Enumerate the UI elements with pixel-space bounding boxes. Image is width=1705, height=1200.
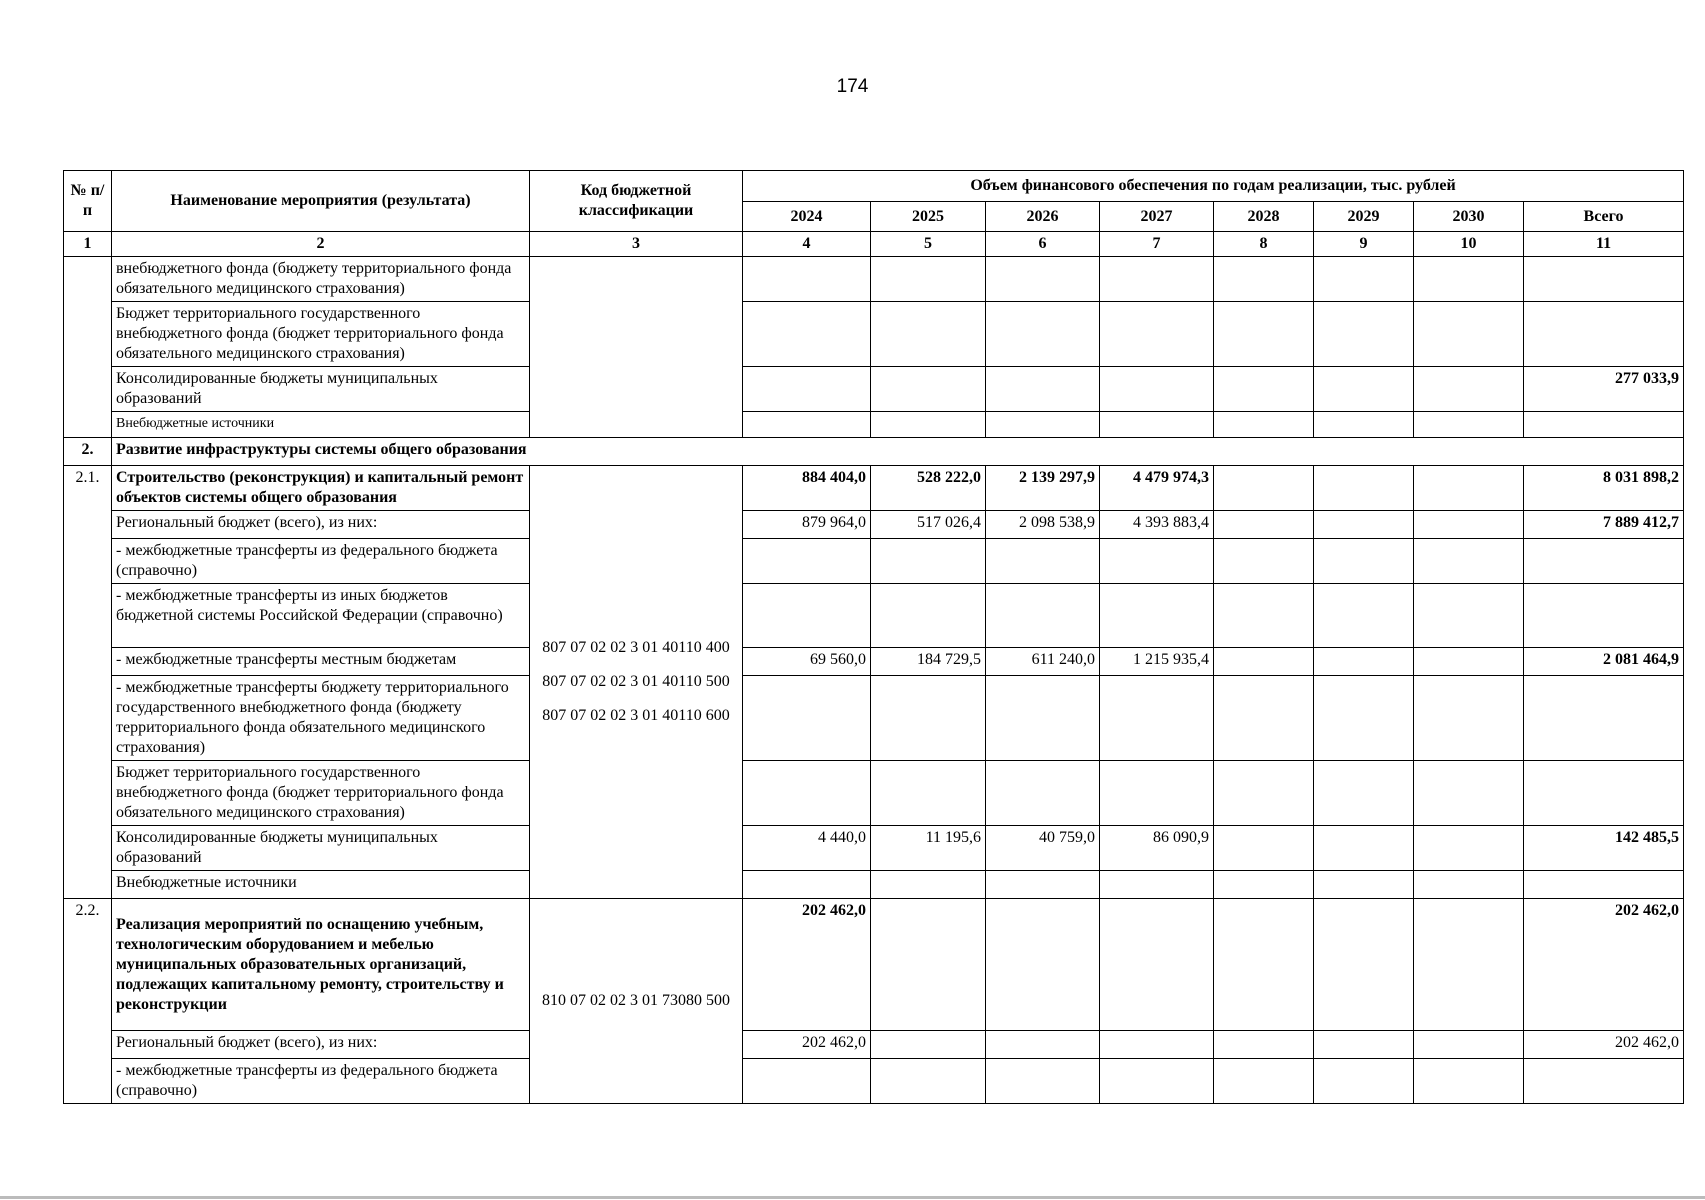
table-row bbox=[64, 1031, 1684, 1059]
value-cell bbox=[986, 761, 1100, 826]
value-cell bbox=[871, 871, 986, 899]
value-cell bbox=[1314, 367, 1414, 412]
table-row bbox=[64, 539, 1684, 584]
value-cell: 884 404,0 bbox=[743, 466, 871, 511]
value-cell bbox=[1214, 584, 1314, 648]
header-year: 2024 bbox=[743, 202, 871, 232]
value-cell bbox=[743, 761, 871, 826]
total-cell bbox=[1524, 584, 1684, 648]
column-index: 8 bbox=[1214, 232, 1314, 257]
table-row bbox=[64, 1059, 1684, 1104]
value-cell bbox=[1100, 584, 1214, 648]
column-index: 6 bbox=[986, 232, 1100, 257]
row-label: - межбюджетные трансферты местным бюджетам bbox=[112, 648, 530, 676]
value-cell bbox=[871, 761, 986, 826]
value-cell bbox=[1214, 761, 1314, 826]
table-row bbox=[64, 761, 1684, 826]
value-cell bbox=[1414, 584, 1524, 648]
value-cell bbox=[1214, 648, 1314, 676]
value-cell: 11 195,6 bbox=[871, 826, 986, 871]
row-label: - межбюджетные трансферты бюджету территориального государственного внебюджетного фонда (бюджету территориального фонда обязательного медицинского страхования) bbox=[112, 676, 530, 761]
value-cell bbox=[1214, 899, 1314, 1031]
value-cell bbox=[1314, 1059, 1414, 1104]
value-cell bbox=[1414, 899, 1524, 1031]
value-cell bbox=[1414, 826, 1524, 871]
table-row bbox=[64, 899, 1684, 1031]
value-cell bbox=[1314, 648, 1414, 676]
value-cell bbox=[871, 367, 986, 412]
header-num: № п/п bbox=[64, 171, 112, 232]
code-cell bbox=[530, 257, 743, 438]
value-cell: 517 026,4 bbox=[871, 511, 986, 539]
value-cell bbox=[986, 899, 1100, 1031]
value-cell bbox=[1100, 302, 1214, 367]
value-cell bbox=[1214, 257, 1314, 302]
value-cell bbox=[1314, 412, 1414, 438]
table-row bbox=[64, 466, 1684, 511]
budget-code-cell bbox=[530, 466, 743, 899]
value-cell bbox=[1100, 1031, 1214, 1059]
scan-edge-line bbox=[0, 1196, 1705, 1199]
total-cell: 2 081 464,9 bbox=[1524, 648, 1684, 676]
value-cell: 40 759,0 bbox=[986, 826, 1100, 871]
column-index-row bbox=[64, 232, 1684, 257]
value-cell bbox=[1100, 761, 1214, 826]
column-index: 3 bbox=[530, 232, 743, 257]
row-label: Консолидированные бюджеты муниципальных образований bbox=[112, 367, 530, 412]
table-row bbox=[64, 826, 1684, 871]
total-cell: 7 889 412,7 bbox=[1524, 511, 1684, 539]
table-row bbox=[64, 584, 1684, 648]
row-label: Реализация мероприятий по оснащению учебным, технологическим оборудованием и мебелью муниципальных образовательных организаций, подлежащих капитальному ремонту, строительству и реконструкции bbox=[112, 899, 530, 1031]
value-cell bbox=[1100, 871, 1214, 899]
value-cell bbox=[1314, 871, 1414, 899]
value-cell bbox=[743, 539, 871, 584]
value-cell bbox=[1214, 539, 1314, 584]
value-cell bbox=[743, 302, 871, 367]
header-year: 2026 bbox=[986, 202, 1100, 232]
table-row bbox=[64, 871, 1684, 899]
table-row bbox=[64, 257, 1684, 302]
table-row bbox=[64, 302, 1684, 367]
column-index: 4 bbox=[743, 232, 871, 257]
value-cell bbox=[1414, 412, 1524, 438]
value-cell bbox=[871, 539, 986, 584]
value-cell bbox=[1414, 1059, 1524, 1104]
budget-code: 807 07 02 02 3 01 40110 400 bbox=[542, 639, 730, 656]
value-cell bbox=[1414, 367, 1524, 412]
total-cell: 8 031 898,2 bbox=[1524, 466, 1684, 511]
num-cell bbox=[64, 257, 112, 438]
table-row bbox=[64, 676, 1684, 761]
value-cell bbox=[1214, 1059, 1314, 1104]
value-cell bbox=[1100, 412, 1214, 438]
value-cell bbox=[743, 676, 871, 761]
value-cell bbox=[1414, 761, 1524, 826]
value-cell: 4 479 974,3 bbox=[1100, 466, 1214, 511]
value-cell bbox=[1314, 302, 1414, 367]
value-cell bbox=[1414, 257, 1524, 302]
value-cell bbox=[743, 367, 871, 412]
row-label: Консолидированные бюджеты муниципальных образований bbox=[112, 826, 530, 871]
value-cell: 611 240,0 bbox=[986, 648, 1100, 676]
total-cell: 142 485,5 bbox=[1524, 826, 1684, 871]
total-cell bbox=[1524, 1059, 1684, 1104]
total-cell bbox=[1524, 302, 1684, 367]
value-cell: 4 440,0 bbox=[743, 826, 871, 871]
column-index: 11 bbox=[1524, 232, 1684, 257]
total-cell: 202 462,0 bbox=[1524, 1031, 1684, 1059]
value-cell bbox=[1414, 1031, 1524, 1059]
value-cell: 202 462,0 bbox=[743, 1031, 871, 1059]
value-cell bbox=[1414, 302, 1524, 367]
total-cell: 202 462,0 bbox=[1524, 899, 1684, 1031]
column-index: 9 bbox=[1314, 232, 1414, 257]
value-cell: 879 964,0 bbox=[743, 511, 871, 539]
value-cell: 2 098 538,9 bbox=[986, 511, 1100, 539]
value-cell bbox=[1314, 539, 1414, 584]
header-total: Всего bbox=[1524, 202, 1684, 232]
header-year: 2029 bbox=[1314, 202, 1414, 232]
row-label: Внебюджетные источники bbox=[112, 412, 530, 438]
value-cell: 528 222,0 bbox=[871, 466, 986, 511]
table-row bbox=[64, 648, 1684, 676]
value-cell bbox=[1214, 676, 1314, 761]
value-cell bbox=[1314, 761, 1414, 826]
value-cell bbox=[871, 1031, 986, 1059]
value-cell bbox=[1100, 539, 1214, 584]
value-cell bbox=[986, 676, 1100, 761]
value-cell bbox=[1100, 367, 1214, 412]
total-cell bbox=[1524, 539, 1684, 584]
value-cell: 69 560,0 bbox=[743, 648, 871, 676]
total-cell bbox=[1524, 412, 1684, 438]
value-cell bbox=[1314, 257, 1414, 302]
row-label: Бюджет территориального государственного внебюджетного фонда (бюджет территориального фонда обязательного медицинского страхования) bbox=[112, 761, 530, 826]
budget-code: 810 07 02 02 3 01 73080 500 bbox=[542, 992, 730, 1009]
value-cell bbox=[871, 257, 986, 302]
value-cell bbox=[1314, 466, 1414, 511]
header-name: Наименование мероприятия (результата) bbox=[112, 171, 530, 232]
header-code: Код бюджетной классификации bbox=[530, 171, 743, 232]
value-cell bbox=[986, 302, 1100, 367]
value-cell bbox=[1100, 676, 1214, 761]
value-cell bbox=[986, 367, 1100, 412]
total-cell bbox=[1524, 676, 1684, 761]
budget-code: 807 07 02 02 3 01 40110 600 bbox=[542, 707, 730, 724]
value-cell: 4 393 883,4 bbox=[1100, 511, 1214, 539]
value-cell: 2 139 297,9 bbox=[986, 466, 1100, 511]
header-volume: Объем финансового обеспечения по годам реализации, тыс. рублей bbox=[743, 171, 1684, 202]
total-cell: 277 033,9 bbox=[1524, 367, 1684, 412]
value-cell: 86 090,9 bbox=[1100, 826, 1214, 871]
value-cell bbox=[1214, 466, 1314, 511]
value-cell bbox=[1414, 511, 1524, 539]
value-cell bbox=[1214, 871, 1314, 899]
value-cell bbox=[1214, 367, 1314, 412]
value-cell bbox=[1414, 676, 1524, 761]
total-cell bbox=[1524, 761, 1684, 826]
value-cell bbox=[1214, 302, 1314, 367]
value-cell bbox=[1314, 899, 1414, 1031]
value-cell bbox=[1414, 539, 1524, 584]
value-cell bbox=[871, 1059, 986, 1104]
value-cell bbox=[1414, 648, 1524, 676]
budget-code-cell bbox=[530, 899, 743, 1104]
column-index: 7 bbox=[1100, 232, 1214, 257]
item-num: 2.1. bbox=[64, 466, 112, 899]
value-cell bbox=[1100, 1059, 1214, 1104]
section-num: 2. bbox=[64, 438, 112, 466]
value-cell bbox=[1214, 412, 1314, 438]
value-cell bbox=[986, 1059, 1100, 1104]
row-label: Региональный бюджет (всего), из них: bbox=[112, 1031, 530, 1059]
row-label: - межбюджетные трансферты из иных бюджетов бюджетной системы Российской Федерации (справочно) bbox=[112, 584, 530, 648]
value-cell bbox=[743, 1059, 871, 1104]
value-cell: 184 729,5 bbox=[871, 648, 986, 676]
value-cell bbox=[871, 412, 986, 438]
value-cell bbox=[1314, 826, 1414, 871]
value-cell bbox=[1100, 899, 1214, 1031]
value-cell bbox=[1414, 466, 1524, 511]
header-year: 2030 bbox=[1414, 202, 1524, 232]
table-row bbox=[64, 412, 1684, 438]
value-cell: 1 215 935,4 bbox=[1100, 648, 1214, 676]
value-cell bbox=[1314, 584, 1414, 648]
header-year: 2025 bbox=[871, 202, 986, 232]
value-cell bbox=[986, 871, 1100, 899]
row-label: Внебюджетные источники bbox=[112, 871, 530, 899]
table-row bbox=[64, 367, 1684, 412]
value-cell bbox=[1214, 826, 1314, 871]
value-cell: 202 462,0 bbox=[743, 899, 871, 1031]
column-index: 5 bbox=[871, 232, 986, 257]
column-index: 10 bbox=[1414, 232, 1524, 257]
item-num: 2.2. bbox=[64, 899, 112, 1104]
section-row bbox=[64, 438, 1684, 466]
value-cell bbox=[743, 584, 871, 648]
value-cell bbox=[743, 257, 871, 302]
value-cell bbox=[871, 676, 986, 761]
value-cell bbox=[1214, 1031, 1314, 1059]
value-cell bbox=[871, 302, 986, 367]
value-cell bbox=[871, 584, 986, 648]
row-label: Строительство (реконструкция) и капитальный ремонт объектов системы общего образования bbox=[112, 466, 530, 511]
value-cell bbox=[1314, 1031, 1414, 1059]
page-number: 174 bbox=[836, 76, 869, 97]
total-cell bbox=[1524, 257, 1684, 302]
row-label: Бюджет территориального государственного внебюджетного фонда (бюджет территориального фонда обязательного медицинского страхования) bbox=[112, 302, 530, 367]
value-cell bbox=[986, 539, 1100, 584]
row-label: - межбюджетные трансферты из федерального бюджета (справочно) bbox=[112, 539, 530, 584]
value-cell bbox=[986, 412, 1100, 438]
value-cell bbox=[986, 584, 1100, 648]
value-cell bbox=[1314, 511, 1414, 539]
row-label: - межбюджетные трансферты из федерального бюджета (справочно) bbox=[112, 1059, 530, 1104]
value-cell bbox=[1214, 511, 1314, 539]
value-cell bbox=[743, 412, 871, 438]
value-cell bbox=[986, 1031, 1100, 1059]
budget-code: 807 07 02 02 3 01 40110 500 bbox=[542, 673, 730, 690]
value-cell bbox=[986, 257, 1100, 302]
value-cell bbox=[871, 899, 986, 1031]
row-label: Региональный бюджет (всего), из них: bbox=[112, 511, 530, 539]
header-year: 2027 bbox=[1100, 202, 1214, 232]
value-cell bbox=[1414, 871, 1524, 899]
column-index: 2 bbox=[112, 232, 530, 257]
table-row bbox=[64, 511, 1684, 539]
row-label: внебюджетного фонда (бюджету территориального фонда обязательного медицинского страхования) bbox=[112, 257, 530, 302]
column-index: 1 bbox=[64, 232, 112, 257]
budget-table bbox=[63, 170, 1684, 1104]
header-year: 2028 bbox=[1214, 202, 1314, 232]
value-cell bbox=[1314, 676, 1414, 761]
value-cell bbox=[1100, 257, 1214, 302]
value-cell bbox=[743, 871, 871, 899]
total-cell bbox=[1524, 871, 1684, 899]
section-title: Развитие инфраструктуры системы общего образования bbox=[112, 438, 1684, 466]
